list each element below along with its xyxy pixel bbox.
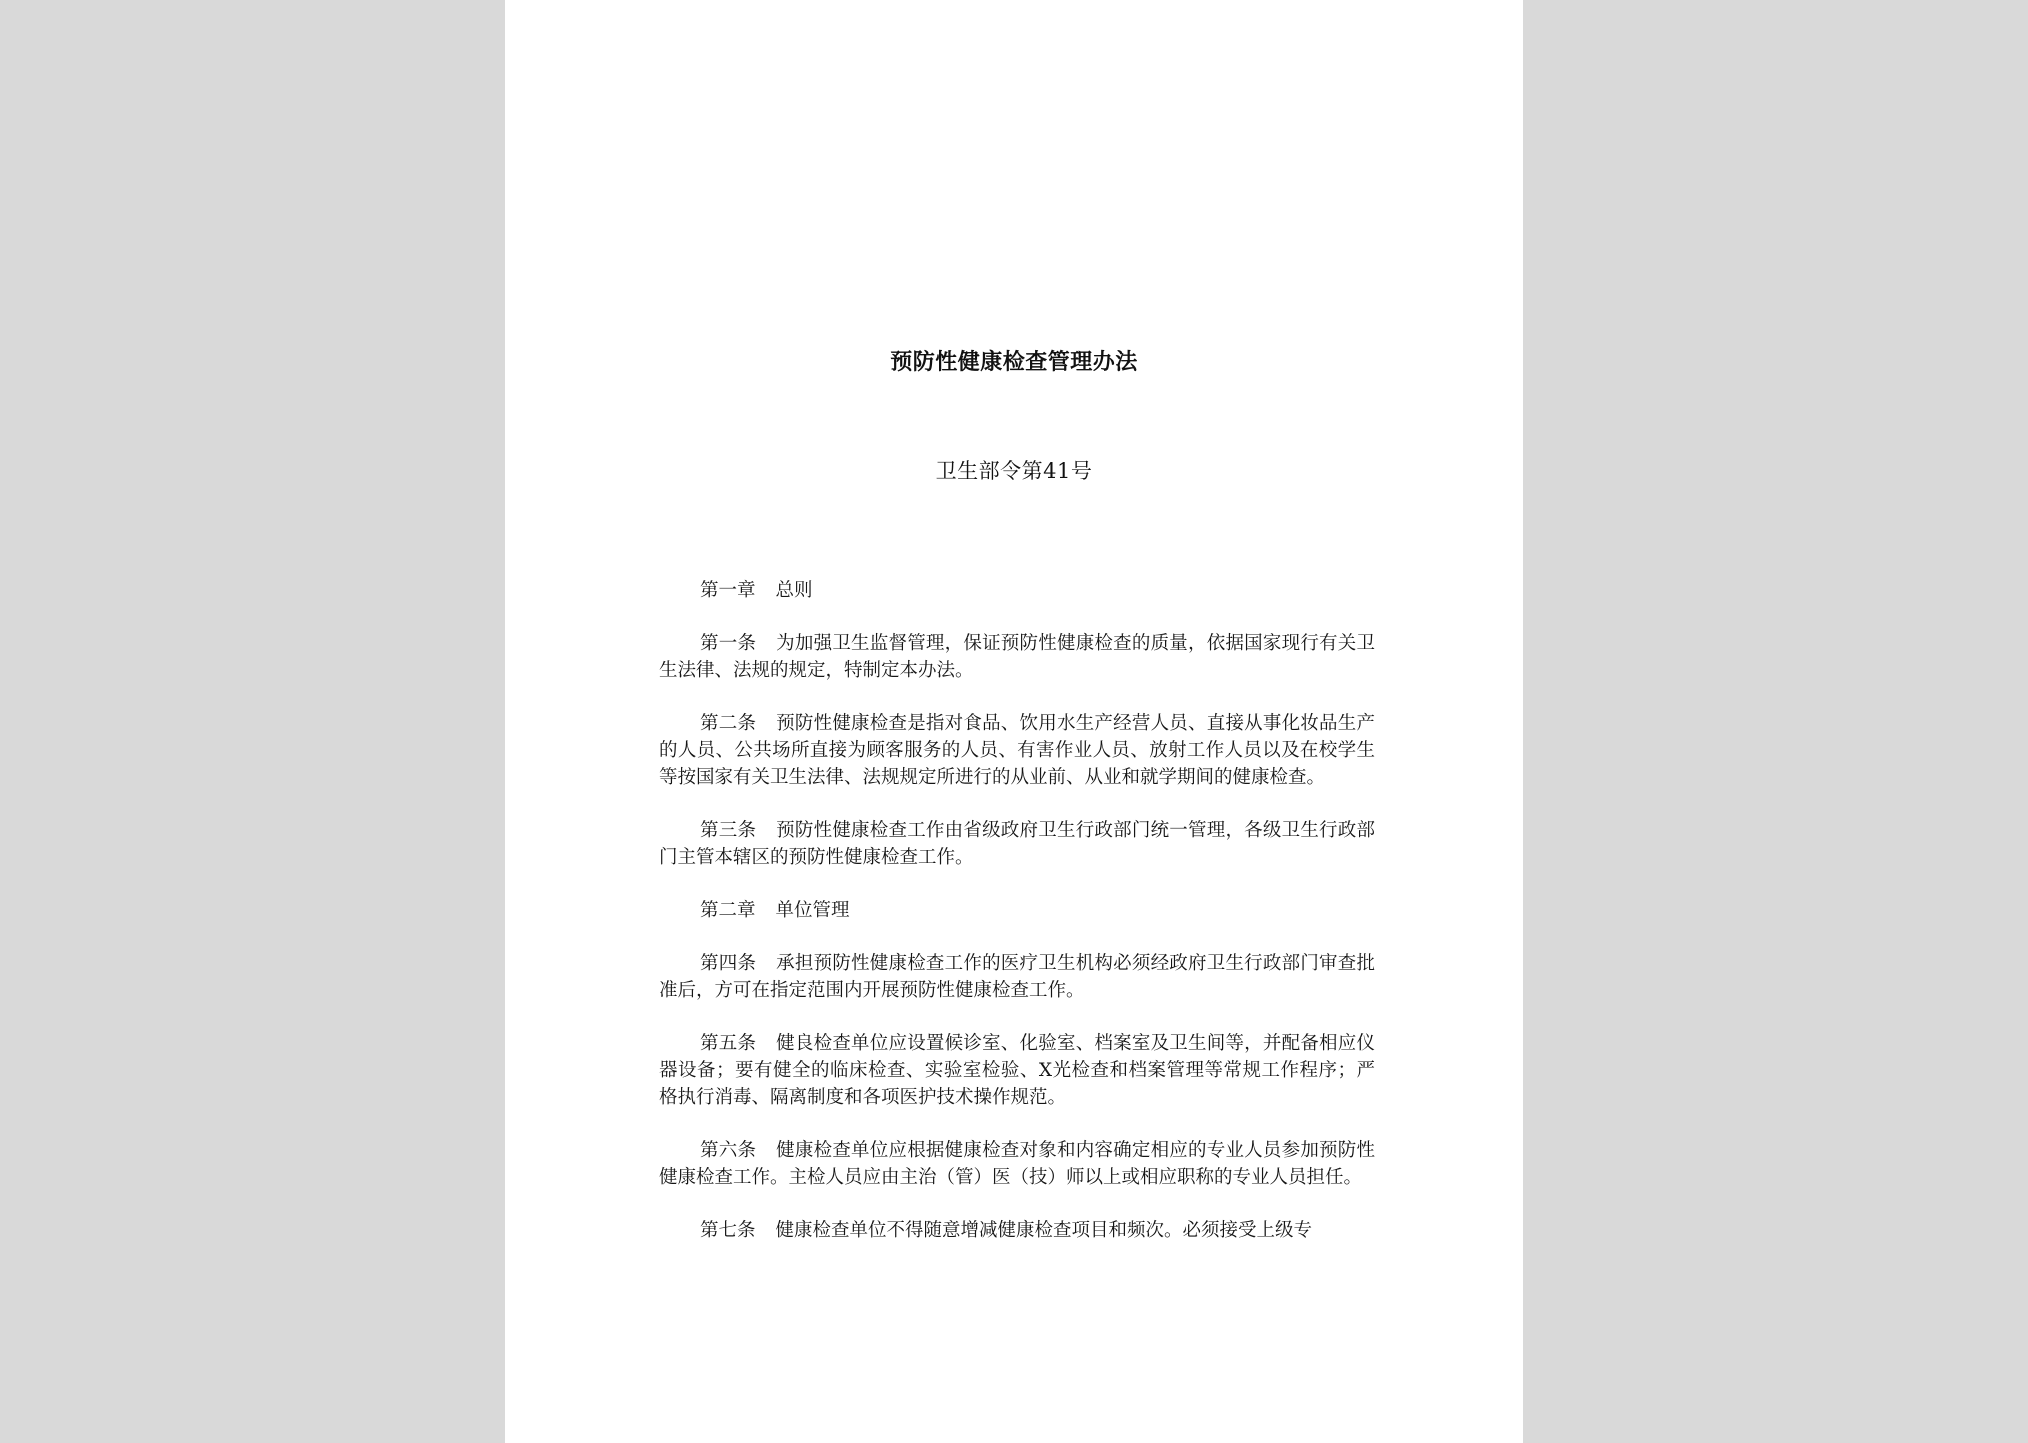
article-text: 预防性健康检查工作由省级政府卫生行政部门统一管理，各级卫生行政部门主管本辖区的预防性健康检查工作。 bbox=[659, 820, 1375, 868]
article-text: 为加强卫生监督管理，保证预防性健康检查的质量，依据国家现行有关卫生法律、法规的规定，特制定本办法。 bbox=[659, 633, 1375, 681]
article-label: 第一条 bbox=[700, 633, 757, 654]
article-label: 第三条 bbox=[700, 820, 757, 841]
article-paragraph bbox=[659, 950, 1375, 1004]
article-paragraph bbox=[659, 1217, 1375, 1244]
chapter-label: 第二章 bbox=[700, 900, 756, 921]
article-paragraph bbox=[659, 1030, 1375, 1111]
article-paragraph bbox=[659, 630, 1375, 684]
article-text: 预防性健康检查是指对食品、饮用水生产经营人员、直接从事化妆品生产的人员、公共场所直接为顾客服务的人员、有害作业人员、放射工作人员以及在校学生等按国家有关卫生法律、法规规定所进行的从业前、从业和就学期间的健康检查。 bbox=[659, 713, 1375, 788]
article-text: 健康检查单位应根据健康检查对象和内容确定相应的专业人员参加预防性健康检查工作。主检人员应由主治（管）医（技）师以上或相应职称的专业人员担任。 bbox=[659, 1140, 1375, 1188]
chapter-text: 单位管理 bbox=[775, 900, 850, 921]
article-paragraph bbox=[659, 817, 1375, 871]
document-title: 预防性健康检查管理办法 bbox=[890, 349, 1138, 375]
article-paragraph bbox=[659, 710, 1375, 791]
chapter-label: 第一章 bbox=[700, 580, 756, 601]
article-label: 第五条 bbox=[700, 1033, 757, 1054]
article-label: 第六条 bbox=[700, 1140, 757, 1161]
article-label: 第七条 bbox=[700, 1220, 756, 1241]
document-body bbox=[659, 577, 1375, 1270]
article-paragraph bbox=[659, 1137, 1375, 1191]
chapter-text: 总则 bbox=[775, 580, 813, 601]
article-text: 健康检查单位不得随意增减健康检查项目和频次。必须接受上级专 bbox=[775, 1220, 1313, 1241]
order-number: 卫生部令第41号 bbox=[935, 459, 1093, 483]
article-label: 第四条 bbox=[700, 953, 757, 974]
chapter-heading bbox=[659, 897, 1375, 924]
chapter-heading bbox=[659, 577, 1375, 604]
article-label: 第二条 bbox=[700, 713, 757, 734]
article-text: 承担预防性健康检查工作的医疗卫生机构必须经政府卫生行政部门审查批准后，方可在指定范围内开展预防性健康检查工作。 bbox=[659, 953, 1375, 1001]
document-page bbox=[505, 0, 1523, 1443]
article-text: 健良检查单位应设置候诊室、化验室、档案室及卫生间等，并配备相应仪器设备；要有健全的临床检查、实验室检验、X光检查和档案管理等常规工作程序；严格执行消毒、隔离制度和各项医护技术操作规范。 bbox=[659, 1033, 1375, 1108]
